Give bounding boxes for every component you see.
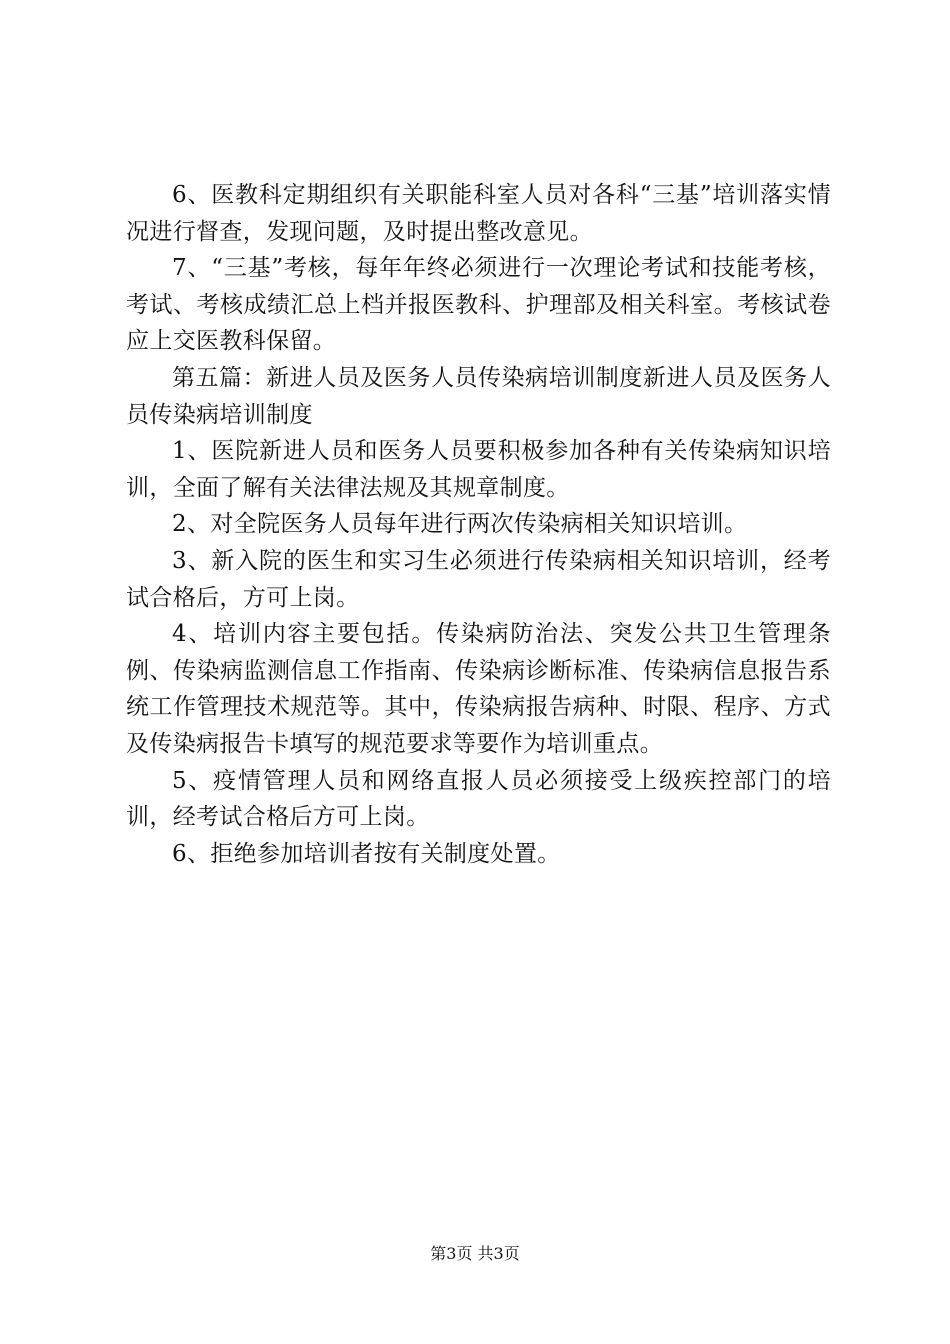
paragraph-item-3: 3、新入院的医生和实习生必须进行传染病相关知识培训，经考试合格后，方可上岗。 (126, 547, 831, 611)
paragraph-item-4: 4、培训内容主要包括。传染病防治法、突发公共卫生管理条例、传染病监测信息工作指南、传染病诊断标准、传染病信息报告系统工作管理技术规范等。其中，传染病报告病种、时限、程序、方式及传染病报告卡填写的规范要求等要作为培训重点。 (126, 621, 831, 757)
paragraph-item-6-supervision: 6、医教科定期组织有关职能科室人员对各科“三基”培训落实情况进行督查，发现问题，及时提出整改意见。 (126, 182, 831, 245)
paragraph-item-2: 2、对全院医务人员每年进行两次传染病相关知识培训。 (172, 511, 748, 538)
page-number: 第3页 共3页 (430, 1244, 520, 1263)
page-footer (0, 1244, 950, 1264)
paragraph-item-5: 5、疫情管理人员和网络直报人员必须接受上级疾控部门的培训，经考试合格后方可上岗。 (126, 767, 831, 831)
paragraph-item-7-assessment: 7、“三基”考核，每年年终必须进行一次理论考试和技能考核，考试、考核成绩汇总上档并报医教科、护理部及相关科室。考核试卷应上交医教科保留。 (126, 255, 831, 355)
paragraph-item-6-refusal: 6、拒绝参加培训者按有关制度处置。 (172, 840, 561, 867)
document-body (126, 177, 831, 872)
section-heading: 第五篇：新进人员及医务人员传染病培训制度新进人员及医务人员传染病培训制度 (126, 364, 831, 428)
paragraph-item-1: 1、医院新进人员和医务人员要积极参加各种有关传染病知识培训，全面了解有关法律法规及其规章制度。 (126, 438, 831, 501)
